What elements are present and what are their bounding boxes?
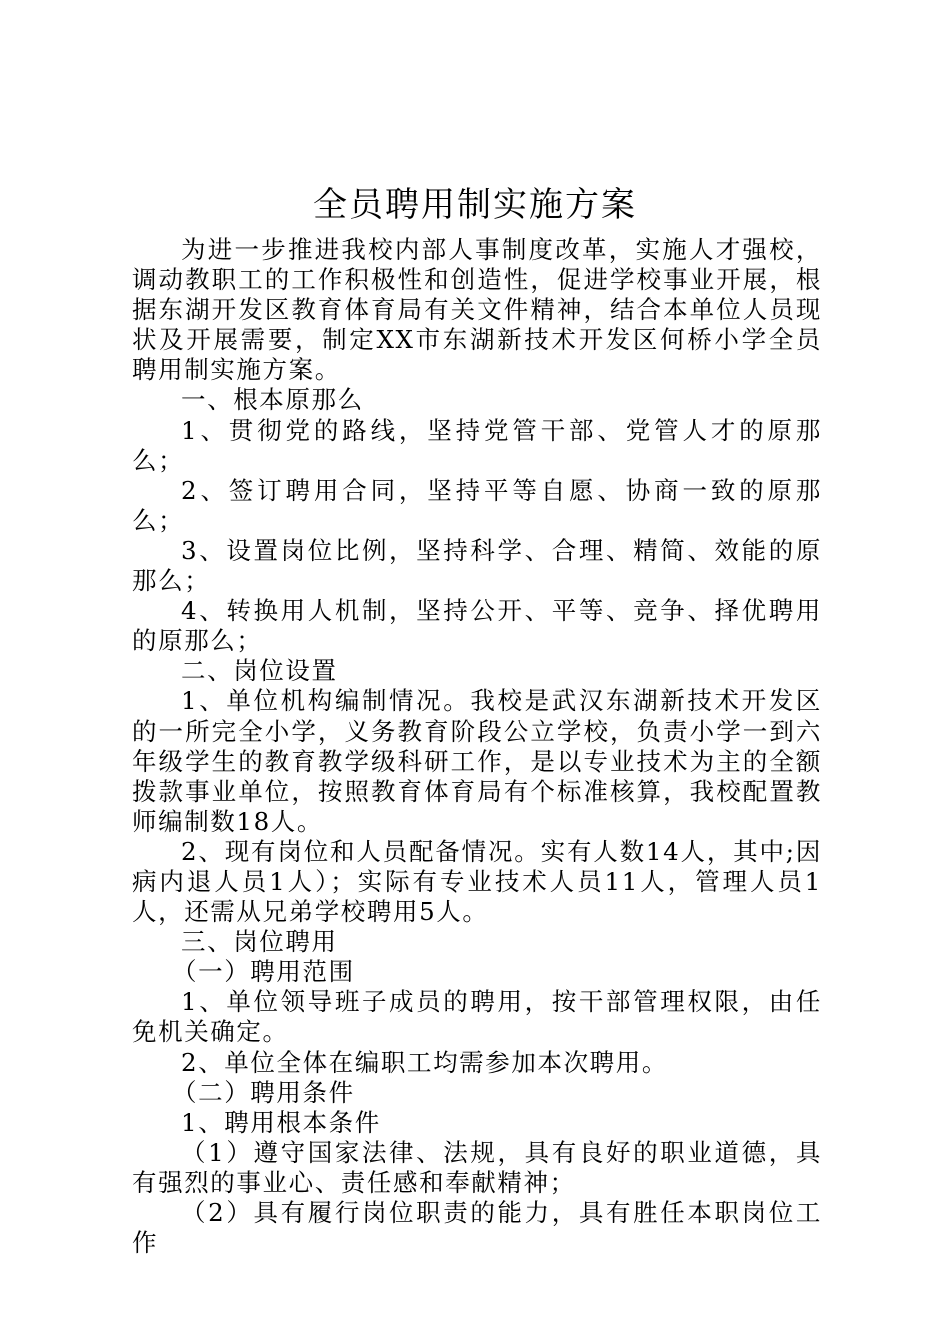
subheading-conditions: （二）聘用条件 <box>172 1077 355 1107</box>
paragraph-principle-3: 3、设置岗位比例，坚持科学、合理、精简、效能的原那么； <box>132 535 822 596</box>
paragraph-condition-2: （2）具有履行岗位职责的能力，具有胜任本职岗位工作 <box>132 1198 822 1258</box>
paragraph-scope-1: 1、单位领导班子成员的聘用，按干部管理权限，由任免机关确定。 <box>132 987 822 1047</box>
paragraph-scope-2: 2、单位全体在编职工均需参加本次聘用。 <box>181 1047 668 1077</box>
paragraph-intro: 为进一步推进我校内部人事制度改革，实施人才强校，调动教职工的工作积极性和创造性，促进学校事业开展，根据东湖开发区教育体育局有关文件精神，结合本单位人员现状及开展需要，制定XX市东湖新技术开发区何桥小学全员聘用制实施方案。 <box>132 235 822 385</box>
section-heading-principles: 一、根本原那么 <box>181 385 364 415</box>
paragraph-principle-4: 4、转换用人机制，坚持公开、平等、竞争、择优聘用的原那么； <box>132 596 822 656</box>
paragraph-positions-1: 1、单位机构编制情况。我校是武汉东湖新技术开发区的一所完全小学，义务教育阶段公立学校，负责小学一到六年级学生的教育教学级科研工作，是以专业技术为主的全额拨款事业单位，按照教育体育局有个标准核算，我校配置教师编制数18人。 <box>132 686 822 836</box>
paragraph-principle-1: 1、贯彻党的路线，坚持党管干部、党管人才的原那么； <box>132 415 822 475</box>
paragraph-condition-1: （1）遵守国家法律、法规，具有良好的职业道德，具有强烈的事业心、责任感和奉献精神； <box>132 1137 822 1197</box>
paragraph-positions-2: 2、现有岗位和人员配备情况。实有人数14人，其中;因病内退人员1人）；实际有专业技术人员11人，管理人员1人，还需从兄弟学校聘用5人。 <box>132 836 822 927</box>
section-heading-employment: 三、岗位聘用 <box>181 927 338 957</box>
document-title: 全员聘用制实施方案 <box>313 185 637 225</box>
subheading-scope: （一）聘用范围 <box>172 957 355 987</box>
paragraph-basic-conditions: 1、聘用根本条件 <box>181 1107 381 1137</box>
document-body <box>132 235 822 1258</box>
paragraph-principle-2: 2、签订聘用合同，坚持平等自愿、协商一致的原那么； <box>132 475 822 535</box>
section-heading-positions: 二、岗位设置 <box>181 656 338 686</box>
